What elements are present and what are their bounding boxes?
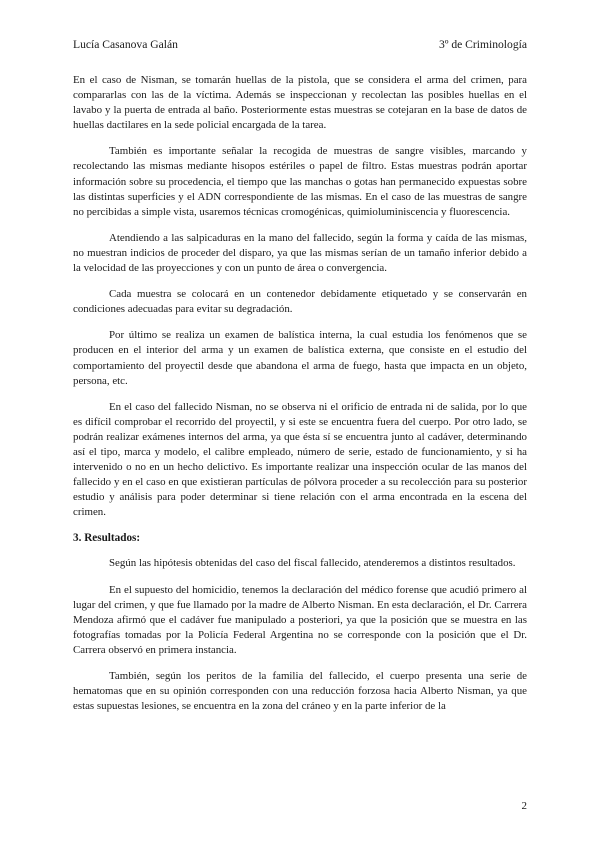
paragraph-blood-samples: También es importante señalar la recogida de muestras de sangre visibles, marcando y recolectando las mismas mediante hisopos estériles o papel de filtro. Estas muestras podrán aportar información sobre su procedencia, el tiempo que las manchas o gotas han permanecido expuestas sobre las distintas superficies y el ADN correspondiente de las mismas. En el caso de las muestras de sangre no percibidas a simple vista, usaremos técnicas cromogénicas, quimioluminiscencia y fluorescencia.: [73, 145, 527, 218]
paragraph-fingerprints: En el caso de Nisman, se tomarán huellas de la pistola, que se considera el arma del crimen, para compararlas con las de la víctima. Además se inspeccionan y recolectan las posibles huellas en el lavabo y la puerta de entrada al baño. Posteriormente estas muestras se cotejaran en la base de datos de huellas dactilares en la sede policial encargada de la tarea.: [73, 74, 527, 132]
paragraph-hematomas: También, según los peritos de la familia del fallecido, el cuerpo presenta una serie de hematomas que en su opinión corresponden con una reducción forzosa hacia Alberto Nisman, ya que estas supuestas lesiones, se encuentra en la zona del cráneo y en la parte inferior de la: [73, 670, 527, 713]
paragraph-nisman-case: En el caso del fallecido Nisman, no se observa ni el orificio de entrada ni de salida, por lo que es difícil comprobar el recorrido del proyectil, y si este se encuentra fuera del cuerpo. Por otro lado, se podrán realizar exámenes internos del arma, ya que ésta sí se encuentra junto al cadáver, determinando así el tipo, marca y modelo, el calibre empleado, número de serie, estado de funcionamiento, y si ha intervenido o no en un hecho delictivo. Es importante realizar una inspección ocular de las manos del fallecido y en el caso en que existieran partículas de pólvora proceder a su recolección para su posterior estudio y análisis para poder determinar si tiene relación con el arma encontrada en la escena del crimen.: [73, 400, 527, 519]
paragraph-spatter: Atendiendo a las salpicaduras en la mano del fallecido, según la forma y caída de las mismas, no muestran indicios de proceder del disparo, ya que las mismas serían de un tamaño inferior debido a la velocidad de las proyecciones y con un punto de área o convergencia.: [73, 231, 527, 275]
section-heading-results: 3. Resultados:: [73, 532, 141, 545]
paragraph-ballistics: Por último se realiza un examen de balística interna, la cual estudia los fenómenos que se producen en el interior del arma y un examen de balística externa, que consiste en el estudio del comportamiento del proyectil desde que abandona el arma de fuego, hasta que impacta en un objeto, persona, etc.: [73, 329, 527, 387]
header-course: 3º de Criminología: [439, 38, 527, 51]
paragraph-sample-storage: Cada muestra se colocará en un contenedor debidamente etiquetado y se conservarán en condiciones adecuadas para evitar su degradación.: [73, 288, 527, 316]
paragraph-hypotheses: Según las hipótesis obtenidas del caso del fiscal fallecido, atenderemos a distintos resultados.: [109, 557, 516, 570]
header-author: Lucía Casanova Galán: [73, 38, 178, 51]
page-number: 2: [521, 800, 527, 812]
paragraph-homicide: En el supuesto del homicidio, tenemos la declaración del médico forense que acudió primero al lugar del crimen, y que fue llamado por la madre de Alberto Nisman. En esta declaración, el Dr. Carrera Mendoza afirmó que el cadáver fue manipulado a posteriori, ya que la posición que se muestra en las fotografías tomadas por la Policía Federal Argentina no se corresponde con la posición que el Dr. Carrera observó en primera instancia.: [73, 583, 527, 656]
page-header: [73, 38, 527, 54]
document-body: [73, 73, 527, 725]
